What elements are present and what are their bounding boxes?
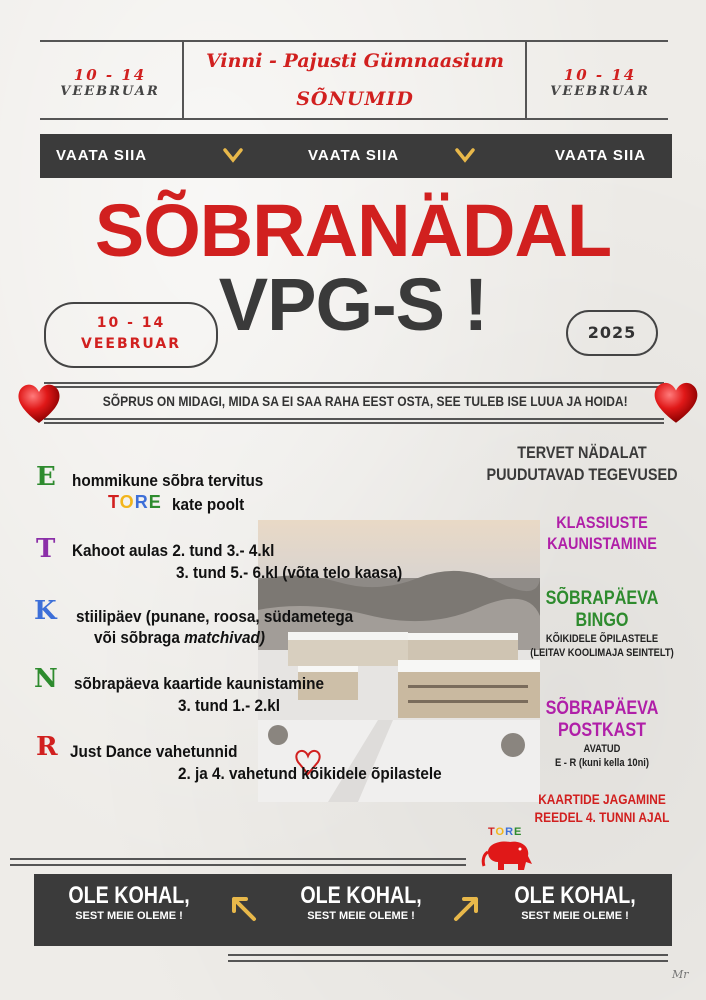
arrow-up-right-icon — [450, 893, 482, 929]
chevron-down-icon — [454, 144, 476, 170]
tore-logo — [478, 826, 538, 876]
bottom-lower-rule — [228, 954, 668, 956]
schedule-k-line2 — [94, 627, 265, 648]
schedule-t-line1: Kahoot aulas 2. tund 3.- 4.kl — [72, 541, 275, 560]
weekly-heading — [480, 442, 684, 486]
header-bottom-rule — [40, 118, 668, 120]
bottom-item-3-title: OLE KOHAL, — [514, 882, 636, 909]
main-subtitle: VPG-S ! — [218, 263, 488, 346]
schedule-t-line2: 3. tund 5.- 6.kl (võta telo kaasa) — [176, 563, 403, 582]
tore-logo-text: TORE — [488, 826, 523, 838]
header-left-dates — [50, 66, 170, 99]
schedule-k-line1: stiilipäev (punane, roosa, südametega — [76, 607, 354, 626]
right-dates: 10 - 14 — [563, 66, 637, 84]
door-decoration-line1: KLASSIUSTE — [556, 513, 648, 532]
right-month: VEEBRUAR — [550, 84, 650, 99]
heart-icon — [14, 380, 64, 430]
day-letter-t: T — [36, 534, 56, 564]
header-divider-right — [525, 40, 527, 120]
bingo-item — [517, 588, 687, 660]
tore-brand-inline: TORE — [108, 492, 162, 512]
day-letter-n: N — [34, 664, 58, 694]
bottom-item-1 — [44, 882, 214, 922]
date-pill — [44, 302, 218, 368]
day-letter-k: K — [34, 596, 57, 626]
bingo-title-line1: SÕBRAPÄEVA — [545, 588, 659, 609]
left-dates: 10 - 14 — [73, 66, 147, 84]
bottom-item-1-sub: SEST MEIE OLEME ! — [75, 910, 183, 922]
bingo-sub-line2: (LEITAV KOOLIMAJA SEINTELT) — [530, 647, 674, 659]
weekly-heading-line2: PUUDUTAVAD TEGEVUSED — [486, 465, 678, 484]
signature: Mr — [672, 968, 689, 981]
year-pill — [566, 310, 658, 356]
mailbox-title-line1: SÕBRAPÄEVA — [545, 698, 659, 719]
schedule-k-line2b: matchivad) — [184, 628, 265, 647]
date-pill-month: VEEBRUAR — [81, 336, 181, 352]
elephant-icon — [480, 838, 536, 874]
bottom-top-rule — [10, 858, 466, 860]
bottom-item-2-title: OLE KOHAL, — [300, 882, 422, 909]
header-subtitle: SÕNUMID — [296, 88, 414, 110]
school-name: Vinni - Pajusti Gümnaasium — [205, 50, 505, 72]
weekly-heading-line1: TERVET NÄDALAT — [517, 443, 647, 462]
quote-top-rule — [44, 382, 664, 384]
schedule-r-line2: 2. ja 4. vahetund kõikidele õpilastele — [178, 764, 442, 783]
bottom-item-1-title: OLE KOHAL, — [68, 882, 190, 909]
top-banner-label-2: VAATA SIIA — [308, 147, 400, 164]
bottom-item-3-sub: SEST MEIE OLEME ! — [521, 910, 629, 922]
top-banner-content — [40, 134, 672, 178]
day-letter-e: E — [36, 462, 56, 492]
heart-icon — [650, 378, 702, 430]
door-decoration-item — [517, 512, 687, 554]
header-divider-left — [182, 40, 184, 120]
date-pill-dates: 10 - 14 — [96, 315, 166, 331]
bottom-top-rule-2 — [10, 864, 466, 866]
quote-top-rule-2 — [44, 386, 664, 388]
header-right-dates — [540, 66, 660, 99]
bottom-item-2 — [276, 882, 446, 922]
door-decoration-line2: KAUNISTAMINE — [547, 534, 657, 553]
day-letter-r: R — [36, 732, 58, 762]
top-banner-label-3: VAATA SIIA — [555, 147, 647, 164]
schedule-n-line2: 3. tund 1.- 2.kl — [178, 696, 281, 715]
mailbox-sub-line2: E - R (kuni kella 10ni) — [554, 757, 650, 769]
quote-bottom-rule — [44, 418, 664, 420]
arrow-up-left-icon — [228, 893, 260, 929]
bingo-sub-line1: KÕIKIDELE ÕPILASTELE — [545, 633, 659, 645]
quote-bottom-rule-2 — [44, 422, 664, 424]
friendship-quote: SÕPRUS ON MIDAGI, MIDA SA EI SAA RAHA EEST OSTA, SEE TULEB ISE LUUA JA HOIDA! — [102, 393, 628, 409]
mailbox-sub-line1: AVATUD — [583, 743, 621, 755]
header-top-rule — [40, 40, 668, 42]
year-label: 2025 — [587, 323, 637, 342]
bottom-item-2-sub: SEST MEIE OLEME ! — [307, 910, 415, 922]
schedule-e-line2: kate poolt — [172, 495, 245, 514]
bottom-item-3 — [490, 882, 660, 922]
bottom-lower-rule-2 — [228, 960, 668, 962]
card-delivery-line1: KAARTIDE JAGAMINE — [538, 791, 666, 807]
schedule-n-line1: sõbrapäeva kaartide kaunistamine — [74, 674, 325, 693]
schedule-e-line1: hommikune sõbra tervitus — [72, 471, 264, 490]
bingo-title-line2: BINGO — [575, 610, 629, 631]
schedule-k-line2a: või sõbraga — [94, 628, 180, 647]
left-month: VEEBRUAR — [60, 84, 160, 99]
card-delivery-item — [509, 790, 696, 826]
mailbox-title-line2: POSTKAST — [558, 720, 646, 741]
main-title: SÕBRANÄDAL — [94, 189, 612, 272]
chevron-down-icon — [222, 144, 244, 170]
top-banner-label-1: VAATA SIIA — [56, 147, 148, 164]
schedule-r-line1: Just Dance vahetunnid — [70, 742, 238, 761]
card-delivery-line2: REEDEL 4. TUNNI AJAL — [534, 809, 670, 825]
mailbox-item — [517, 698, 687, 770]
